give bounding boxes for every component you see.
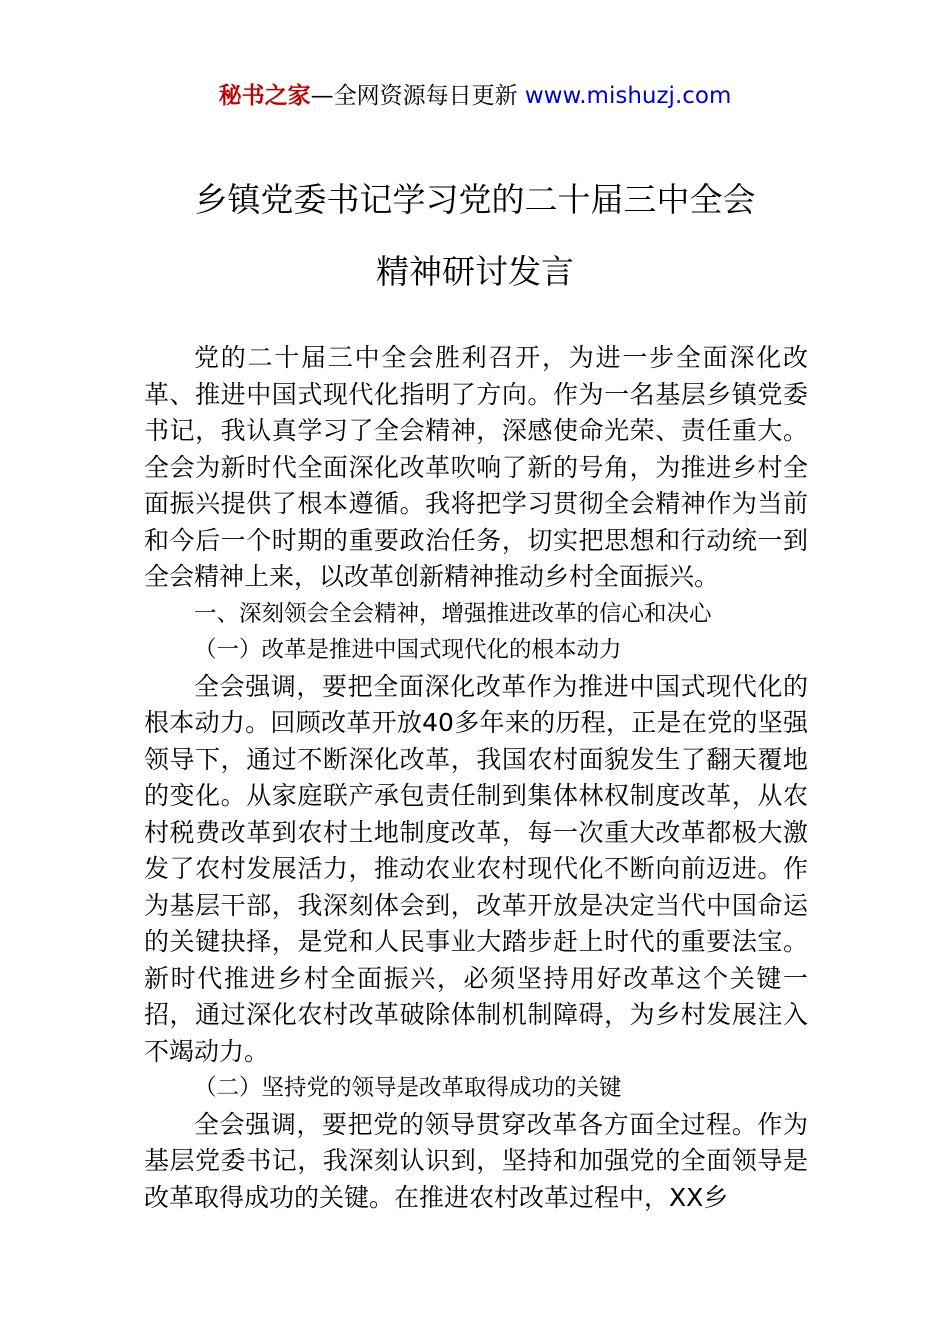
site-header: [0, 80, 950, 112]
document-title-line-1: 乡镇党委书记学习党的二十届三中全会: [194, 180, 756, 219]
site-brand: 秘书之家: [218, 83, 311, 109]
body-paragraph-3: 全会强调，要把党的领导贯穿改革各方面全过程。作为基层党委书记，我深刻认识到，坚持和加强党的全面领导是改革取得成功的关键。在推进农村改革过程中，XX乡: [144, 1109, 808, 1212]
subsection-heading-1-2: （二）坚持党的领导是改革取得成功的关键: [194, 1075, 622, 1101]
document-body: [144, 340, 808, 1216]
intro-paragraph: 党的二十届三中全会胜利召开，为进一步全面深化改革、推进中国式现代化指明了方向。作为一名基层乡镇党委书记，我认真学习了全会精神，深感使命光荣、责任重大。全会为新时代全面深化改革吹响了新的号角，为推进乡村全面振兴提供了根本遵循。我将把学习贯彻全会精神作为当前和今后一个时期的重要政治任务，切实把思想和行动统一到全会精神上来，以改革创新精神推动乡村全面振兴。: [144, 343, 808, 591]
document-title-line-2: 精神研讨发言: [376, 252, 574, 291]
subsection-heading-1-1: （一）改革是推进中国式现代化的根本动力: [194, 637, 622, 663]
body-paragraph-2: 全会强调，要把全面深化改革作为推进中国式现代化的根本动力。回顾改革开放40多年来的历程，正是在党的坚强领导下，通过不断深化改革，我国农村面貌发生了翻天覆地的变化。从家庭联产承包责任制到集体林权制度改革，从农村税费改革到农村土地制度改革，每一次重大改革都极大激发了农村发展活力，推动农业农村现代化不断向前迈进。作为基层干部，我深刻体会到，改革开放是决定当代中国命运的关键抉择，是党和人民事业大踏步赶上时代的重要法宝。新时代推进乡村全面振兴，必须坚持用好改革这个关键一招，通过深化农村改革破除体制机制障碍，为乡村发展注入不竭动力。: [144, 671, 808, 1066]
site-slogan: —全网资源每日更新: [310, 83, 525, 109]
site-url-link[interactable]: www.mishuzj.com: [524, 83, 732, 109]
section-heading-1: 一、深刻领会全会精神，增强推进改革的信心和决心: [194, 600, 712, 627]
